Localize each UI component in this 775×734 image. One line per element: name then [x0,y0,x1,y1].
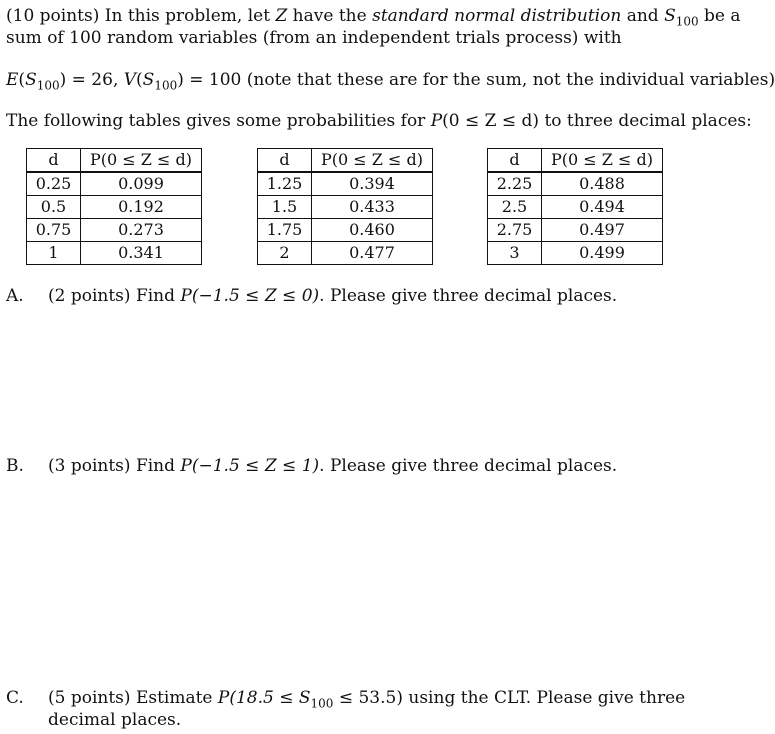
cell-d: 1 [27,242,81,265]
cell-p: 0.394 [312,172,433,196]
cell-p: 0.341 [81,242,202,265]
cell-p: 0.499 [542,242,663,265]
table-row [488,172,663,196]
cell-p: 0.273 [81,219,202,242]
table-row [27,242,202,265]
cell-p: 0.433 [312,196,433,219]
table-row [488,219,663,242]
question-letter: A. [6,286,24,306]
cell-p: 0.497 [542,219,663,242]
question-text: (5 points) Estimate $P(18.5 \le S_{100} \le 53.5)$ using the CLT. Please give three decimal places. [48,688,686,730]
cell-d: 0.75 [27,219,81,242]
header-p: P(0 ≤ Z ≤ d) [542,149,663,173]
cell-d: 0.25 [27,172,81,196]
header-p: P(0 ≤ Z ≤ d) [81,149,202,173]
cell-p: 0.460 [312,219,433,242]
moments-statement: $E(S_{100}) = 26$, $V(S_{100}) = 100$ (note that these are for the sum, not the individual variables) [6,70,775,93]
cell-d: 2.25 [488,172,542,196]
question-letter: B. [6,456,24,476]
cell-d: 2 [258,242,312,265]
cell-d: 2.75 [488,219,542,242]
table-row [258,242,433,265]
tables-intro: The following tables gives some probabilities for P(0 ≤ Z ≤ d) to three decimal places: [6,111,752,131]
problem-intro-line1: (10 points) In this problem, let Z have the standard normal distribution and $S_{100}$ be a [6,6,741,29]
cell-d: 3 [488,242,542,265]
table-row [488,242,663,265]
cell-p: 0.192 [81,196,202,219]
question-letter: C. [6,688,24,708]
probability-table-1 [26,148,202,265]
header-d: d [488,149,542,173]
table-row [27,172,202,196]
cell-d: 1.5 [258,196,312,219]
question-text: (3 points) Find P(−1.5 ≤ Z ≤ 1). Please give three decimal places. [48,456,618,476]
cell-d: 1.75 [258,219,312,242]
cell-p: 0.494 [542,196,663,219]
header-d: d [27,149,81,173]
table-row [488,196,663,219]
cell-p: 0.099 [81,172,202,196]
cell-p: 0.488 [542,172,663,196]
table-row [258,172,433,196]
cell-d: 1.25 [258,172,312,196]
probability-table-3 [487,148,663,265]
table-row [27,196,202,219]
table-row [27,219,202,242]
question-text: (2 points) Find P(−1.5 ≤ Z ≤ 0). Please give three decimal places. [48,286,618,306]
cell-d: 2.5 [488,196,542,219]
table-row [258,196,433,219]
table-row [258,219,433,242]
problem-intro-line2: sum of 100 random variables (from an independent trials process) with [6,28,622,48]
cell-p: 0.477 [312,242,433,265]
probability-table-2 [257,148,433,265]
header-d: d [258,149,312,173]
cell-d: 0.5 [27,196,81,219]
header-p: P(0 ≤ Z ≤ d) [312,149,433,173]
